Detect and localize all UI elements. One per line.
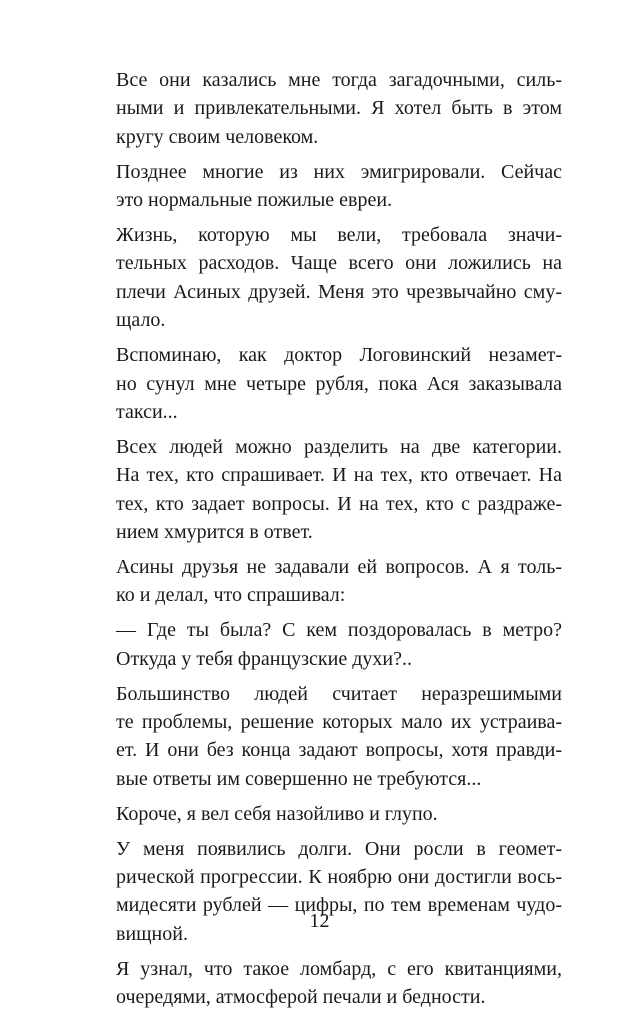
- text-line: Асины друзья не задавали ей вопросов. А я толь-: [116, 556, 562, 578]
- text-line: те проблемы, решение которых мало их устраива-: [116, 711, 562, 734]
- paragraph: [84, 553, 562, 610]
- text-line: вые ответы им совершенно не требуются...: [116, 767, 482, 790]
- paragraph: [84, 433, 562, 547]
- text-line: тельных расходов. Чаще всего они ложились на: [116, 252, 562, 275]
- paragraph: [84, 800, 562, 828]
- text-line: ет. И они без конца задают вопросы, хотя правди-: [116, 739, 562, 762]
- page-text: [84, 66, 562, 1018]
- paragraph: [84, 66, 562, 151]
- page-number: 12: [309, 910, 330, 932]
- text-line: Короче, я вел себя назойливо и глупо.: [116, 802, 438, 825]
- text-line: Жизнь, которую мы вели, требовала значи-: [116, 224, 562, 247]
- paragraph: [84, 341, 562, 426]
- text-line: щало.: [116, 309, 166, 332]
- text-line: такси...: [116, 400, 178, 423]
- text-line: — Где ты была? С кем поздоровалась в метро?: [116, 619, 562, 642]
- paragraph: [84, 616, 562, 673]
- text-line: Позднее многие из них эмигрировали. Сейчас: [116, 160, 562, 183]
- text-line: нием хмурится в ответ.: [116, 521, 313, 544]
- text-line: Все они казались мне тогда загадочными, силь-: [116, 69, 562, 91]
- text-line: это нормальные пожилые евреи.: [116, 189, 393, 212]
- text-line: рической прогрессии. К ноябрю они достигли вось-: [116, 866, 562, 889]
- paragraph: [84, 221, 562, 335]
- text-line: Большинство людей считает неразрешимыми: [116, 682, 562, 705]
- text-line: У меня появились долги. Они росли в геомет-: [116, 837, 562, 860]
- text-line: Всех людей можно разделить на две категории.: [116, 435, 562, 458]
- text-line: ными и привлекательными. Я хотел быть в этом: [116, 97, 562, 120]
- text-line: но сунул мне четыре рубля, пока Ася заказывала: [116, 372, 562, 395]
- text-line: очередями, атмосферой печали и бедности.: [116, 986, 486, 1009]
- text-line: На тех, кто спрашивает. И на тех, кто отвечает. На: [116, 464, 562, 487]
- text-line: плечи Асиных друзей. Меня это чрезвычайно сму-: [116, 280, 562, 303]
- text-line: Я узнал, что такое ломбард, с его квитанциями,: [116, 957, 562, 980]
- paragraph: [84, 680, 562, 794]
- paragraph: [84, 955, 562, 1012]
- text-line: ко и делал, что спрашивал:: [116, 584, 346, 607]
- text-line: кругу своим человеком.: [116, 125, 319, 148]
- text-line: мидесяти рублей — цифры, по тем временам чудо-: [116, 894, 562, 917]
- text-line: Вспоминаю, как доктор Логовинский незамет-: [116, 344, 562, 367]
- text-line: Откуда у тебя французские духи?..: [116, 647, 412, 670]
- text-line: вищной.: [116, 922, 188, 945]
- text-line: тех, кто задает вопросы. И на тех, кто с раздраже-: [116, 492, 562, 515]
- paragraph: [84, 158, 562, 215]
